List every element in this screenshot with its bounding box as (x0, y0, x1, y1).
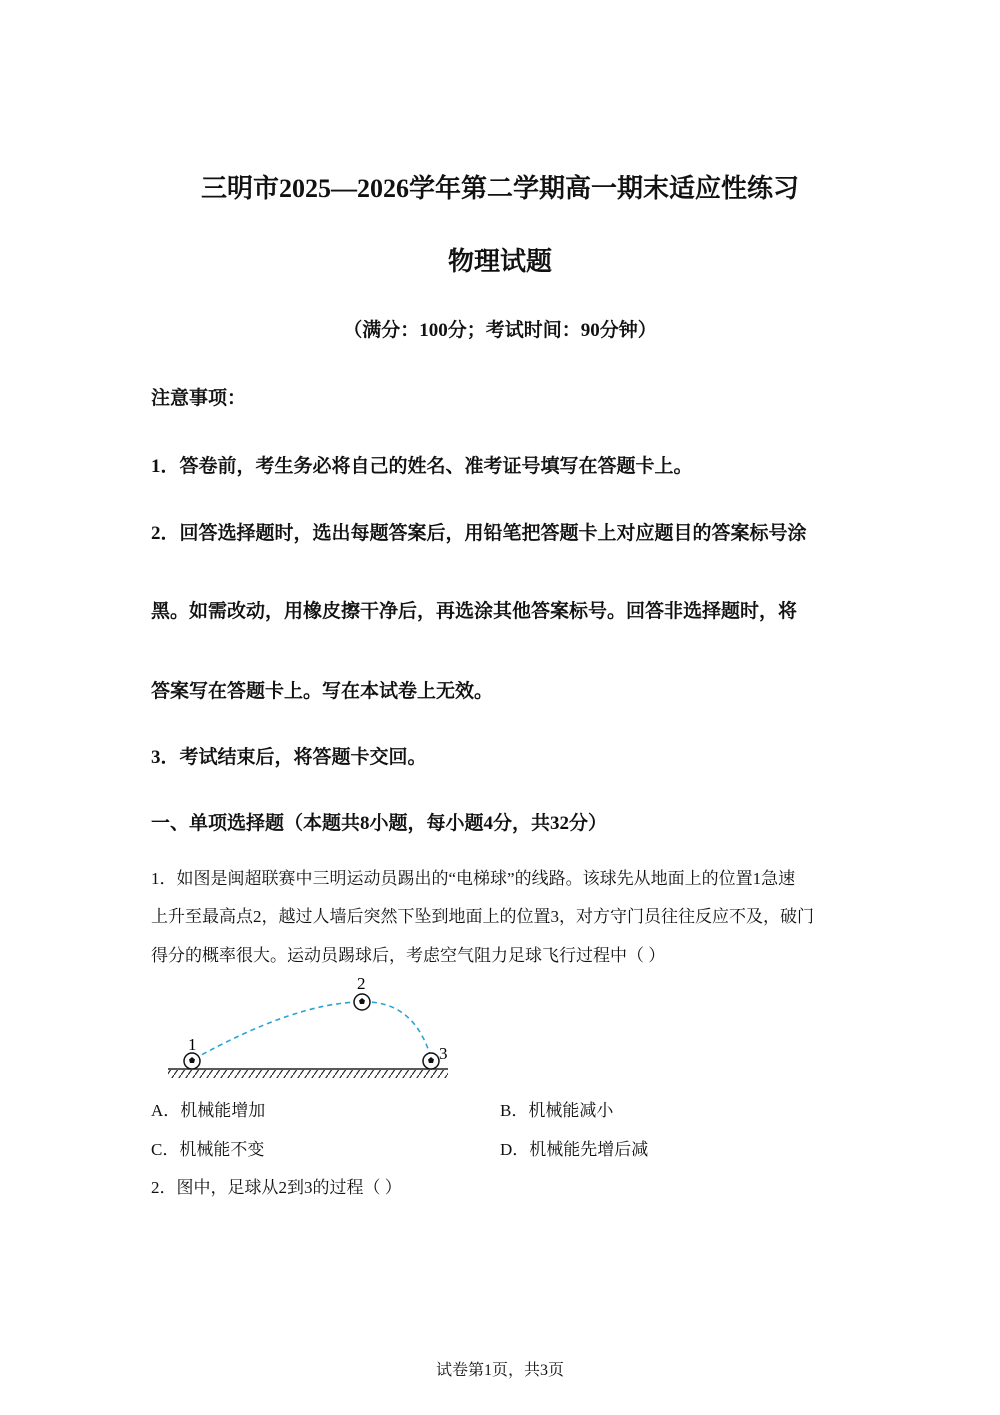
question-1-line-1: 1．如图是闽超联赛中三明运动员踢出的“电梯球”的线路。该球先从地面上的位置1急速 (151, 869, 796, 888)
page-subtitle: 物理试题 (447, 247, 552, 276)
notice-item-2-line-2: 黑。如需改动，用橡皮擦干净后，再选涂其他答案标号。回答非选择题时，将 (151, 601, 798, 622)
ball-3-icon (423, 1053, 439, 1069)
option-a: A．机械能增加 (151, 1101, 266, 1120)
section-heading: 一、单项选择题（本题共8小题，每小题4分，共32分） (151, 813, 608, 834)
trajectory-curve (194, 1002, 432, 1061)
exam-info: （满分：100分；考试时间：90分钟） (343, 320, 657, 341)
trajectory-figure (160, 975, 460, 1085)
notice-item-2-line-3: 答案写在答题卡上。写在本试卷上无效。 (151, 681, 494, 702)
ball-2-icon (354, 994, 370, 1010)
page-title: 三明市2025—2026学年第二学期高一期末适应性练习 (200, 174, 799, 203)
page-number: 试卷第1页，共3页 (435, 1362, 564, 1379)
option-c: C．机械能不变 (151, 1140, 265, 1159)
position-label-1: 1 (188, 1035, 197, 1054)
ball-1-icon (184, 1053, 200, 1069)
notice-item-3: 3．考试结束后，将答题卡交回。 (151, 747, 427, 768)
option-b: B．机械能减小 (500, 1101, 614, 1120)
ground-hatch (168, 1070, 448, 1078)
question-2-line-1: 2．图中，足球从2到3的过程（ ） (151, 1178, 402, 1197)
question-1-line-3: 得分的概率很大。运动员踢球后，考虑空气阻力足球飞行过程中（ ） (151, 946, 666, 965)
option-d: D．机械能先增后减 (500, 1140, 649, 1159)
notice-item-2-line-1: 2．回答选择题时，选出每题答案后，用铅笔把答题卡上对应题目的答案标号涂 (151, 523, 807, 544)
question-1-line-2: 上升至最高点2，越过人墙后突然下坠到地面上的位置3，对方守门员往往反应不及，破门 (151, 907, 814, 926)
position-label-3: 3 (439, 1044, 448, 1063)
position-label-2: 2 (357, 975, 366, 993)
notice-heading: 注意事项： (151, 388, 247, 409)
notice-item-1: 1．答卷前，考生务必将自己的姓名、准考证号填写在答题卡上。 (151, 456, 693, 477)
